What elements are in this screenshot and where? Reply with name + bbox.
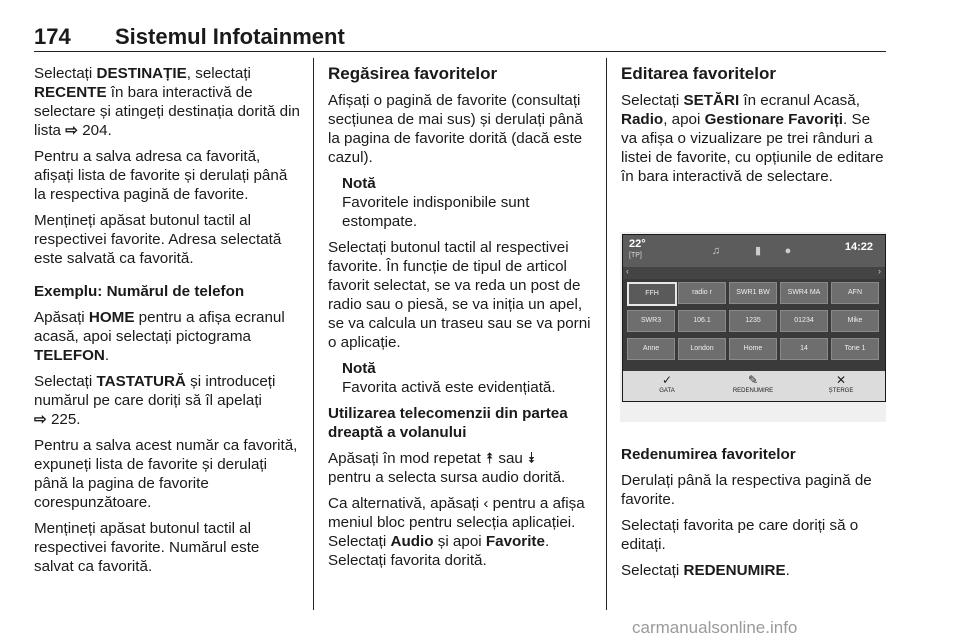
paragraph: Apăsați în mod repetat ⯭ sau ⯯ pentru a selecta sursa audio dorită. — [328, 450, 566, 486]
rename-button[interactable]: ✎ REDENUMIRE — [723, 374, 783, 394]
paragraph: Pentru a salva acest număr ca favorită, expuneți lista de favorite și derulați până la pagina de favorite corespunzătoare. — [34, 437, 298, 511]
note: Notă Favorita activă este evidențiată. — [342, 360, 556, 396]
section-heading: Redenumirea favoritelor — [621, 446, 796, 463]
done-button[interactable]: ✓ GATA — [637, 374, 697, 394]
favorite-button[interactable]: London — [678, 338, 726, 360]
favorite-button[interactable]: Home — [729, 338, 777, 360]
favorite-button[interactable]: 1235 — [729, 310, 777, 332]
pencil-icon: ✎ — [747, 373, 759, 387]
favorite-button[interactable]: Anne — [627, 338, 675, 360]
paragraph: Mențineți apăsat butonul tactil al respectivei favorite. Numărul este salvat ca favorită. — [34, 520, 260, 575]
favorite-button[interactable]: FFH — [627, 282, 677, 306]
paragraph: Derulați până la respectiva pagină de favorite. — [621, 472, 872, 508]
favorite-button[interactable]: Mike — [831, 310, 879, 332]
favorite-button[interactable]: SWR1 BW — [729, 282, 777, 304]
music-icon[interactable]: ♫ — [711, 245, 721, 257]
section-heading: Utilizarea telecomenzii din partea dreaptă a volanului — [328, 405, 568, 441]
page-title: Sistemul Infotainment — [115, 24, 345, 49]
page-nav-row — [623, 267, 885, 279]
favorite-button[interactable]: radio r — [678, 282, 726, 304]
column-1 — [34, 64, 300, 583]
interaction-selector-bar — [623, 371, 885, 401]
source-down-icon: ⯯ — [527, 450, 537, 467]
favorite-button[interactable]: 106.1 — [678, 310, 726, 332]
favorite-button[interactable]: 01234 — [780, 310, 828, 332]
section-heading: Editarea favoritelor — [621, 64, 776, 83]
clock: 14:22 — [844, 241, 873, 253]
favorite-button[interactable]: Tone 1 — [831, 338, 879, 360]
scroll-right-icon[interactable]: › — [878, 266, 881, 276]
scroll-left-icon[interactable]: ‹ — [626, 266, 629, 276]
close-icon: ✕ — [835, 373, 847, 387]
note: Notă Favoritele indisponibile sunt estompate. — [342, 175, 530, 230]
paragraph: Pentru a salva adresa ca favorită, afișați lista de favorite și derulați până la respectiva pagină de favorite. — [34, 148, 288, 203]
favorite-button[interactable]: AFN — [831, 282, 879, 304]
phone-icon[interactable]: ▮ — [754, 245, 762, 257]
section-heading: Regăsirea favoritelor — [328, 64, 498, 83]
delete-button[interactable]: ✕ ȘTERGE — [811, 374, 871, 394]
paragraph: Selectați DESTINAȚIE, selectați RECENTE în bara interactivă de selectare și atingeți destinația dorită din lista ⇨ 204. — [34, 65, 300, 139]
navigation-icon[interactable]: ● — [784, 245, 792, 257]
column-3 — [621, 64, 887, 193]
section-heading: Exemplu: Numărul de telefon — [34, 283, 245, 300]
chevron-left-icon: ‹ — [483, 495, 489, 512]
paragraph: Apăsați HOME pentru a afișa ecranul acasă, apoi selectați pictograma TELEFON. — [34, 309, 285, 364]
header-rule — [34, 51, 886, 52]
source-up-icon: ⯭ — [485, 450, 495, 467]
infotainment-screenshot — [620, 232, 886, 422]
paragraph: Selectați SETĂRI în ecranul Acasă, Radio, apoi Gestionare Favoriți. Se va afișa o vizualizare pe trei rânduri a listei de favorite, cu opțiunile de editare în bara interactivă de selectare. — [621, 92, 884, 185]
check-icon: ✓ — [661, 373, 673, 387]
tp-indicator: [TP] — [629, 252, 642, 259]
paragraph: Ca alternativă, apăsați ‹ pentru a afișa meniul bloc pentru selecția aplicației. Selectați Audio și apoi Favorite. Selectați favorita dorită. — [328, 495, 585, 569]
temperature: 22° — [629, 238, 646, 250]
ui-term: RECENTE — [34, 84, 107, 101]
column-divider-1 — [313, 58, 314, 610]
favorite-button[interactable]: 14 — [780, 338, 828, 360]
page-reference-arrow-icon: ⇨ — [65, 122, 83, 139]
status-bar — [623, 235, 885, 267]
paragraph: Selectați TASTATURĂ și introduceți numărul pe care doriți să îl apelați ⇨ 225. — [34, 373, 276, 428]
ui-term: DESTINAȚIE — [96, 65, 187, 82]
paragraph: Afișați o pagină de favorite (consultați secțiunea de mai sus) și derulați până la pagina de favorite dorită (dacă este cazul). — [328, 92, 583, 166]
paragraph: Selectați REDENUMIRE. — [621, 562, 790, 579]
column-2 — [328, 64, 594, 577]
column-3-lower — [621, 445, 887, 587]
page-reference-arrow-icon: ⇨ — [34, 411, 51, 428]
page-number: 174 — [34, 24, 71, 49]
column-divider-2 — [606, 58, 607, 610]
favorite-button[interactable]: SWR3 — [627, 310, 675, 332]
paragraph: Mențineți apăsat butonul tactil al respectivei favorite. Adresa selectată este salvată ca favorită. — [34, 212, 282, 267]
paragraph: Selectați favorita pe care doriți să o editați. — [621, 517, 859, 553]
paragraph: Selectați butonul tactil al respectivei favorite. În funcție de tipul de articol favorit selectat, se va reda un post de radio sau o piesă, se va iniția un apel, se va calcula un traseu sau se va porni o aplicație. — [328, 239, 591, 351]
watermark: carmanualsonline.info — [632, 618, 798, 637]
favorite-button[interactable]: SWR4 MA — [780, 282, 828, 304]
display-screen — [622, 234, 886, 402]
